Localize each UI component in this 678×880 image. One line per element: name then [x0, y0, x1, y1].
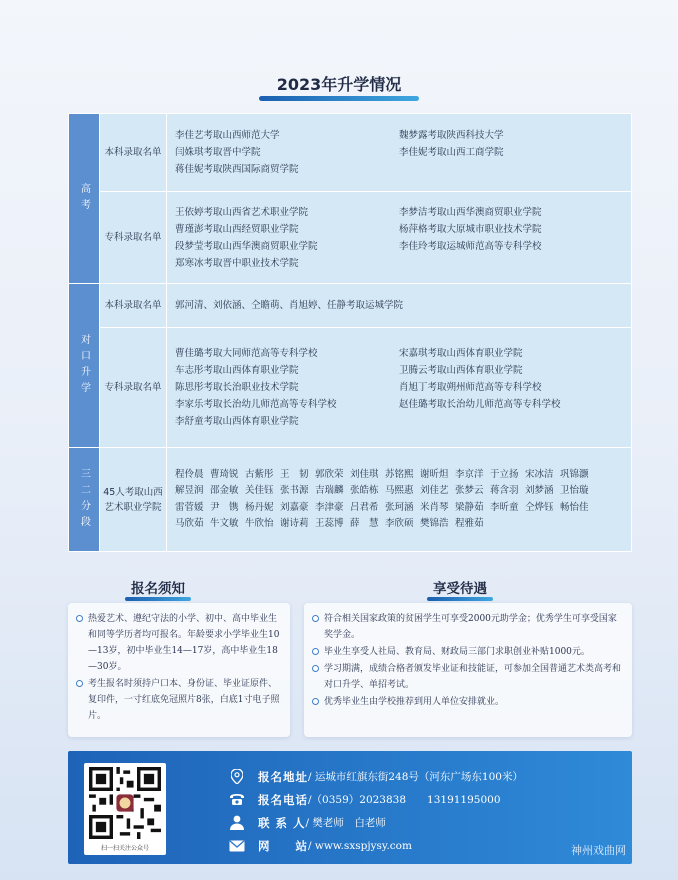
- student-name: 关佳钰: [245, 485, 274, 496]
- student-name: 谢昕炟: [420, 468, 449, 480]
- student-name: 尹 镌: [210, 501, 239, 513]
- bullet-text: 符合相关国家政策的贫困学生可享受2000元助学金；优秀学生可享受国家奖学金。: [324, 614, 617, 640]
- website-row: [228, 834, 523, 857]
- qr-code[interactable]: [84, 763, 166, 855]
- student-name: 马熙惠: [385, 485, 414, 496]
- person-label: 联 系 人: [258, 815, 306, 830]
- student-name: 吕君希: [350, 501, 379, 513]
- phone-label: 报名电话: [258, 792, 308, 807]
- admission-entry: 曹佳璐考取大同师范高等专科学校: [175, 348, 318, 359]
- admission-entry: 蒋佳妮考取陕西国际商贸学院: [175, 164, 299, 175]
- admission-entry: 王依婷考取山西省艺术职业学院: [175, 206, 309, 218]
- student-name: 邵金敏: [210, 485, 239, 496]
- gaokao-benke-label: 本科录取名单: [100, 114, 167, 192]
- admission-entry: 李家乐考取长治幼儿师范高等专科学校: [175, 399, 337, 410]
- student-name: 张皓栋: [350, 485, 379, 496]
- duikou-zhuanke-list: [167, 328, 632, 448]
- admission-entry: 李梦洁考取山西华澳商贸职业学院: [399, 206, 542, 218]
- duikou-benke-text: 郭河清、刘依涵、仝瞻萌、肖旭婷、任静考取运城学院: [175, 300, 404, 311]
- student-name: 牛文敏: [210, 518, 239, 529]
- duikou-benke-label: 本科录取名单: [100, 284, 167, 328]
- benefits-panel: [304, 603, 632, 737]
- student-name: 李昕童: [490, 501, 519, 513]
- admission-entry: 宋嘉琪考取山西体育职业学院: [399, 348, 523, 359]
- student-name: 牛欣怡: [245, 518, 274, 529]
- student-name: 宋冰洁: [525, 468, 554, 480]
- student-name: 张珂涵: [385, 501, 414, 513]
- student-name: 张书源: [280, 485, 309, 496]
- bullet-text: 毕业生享受人社局、教育局、财政局三部门求职创业补贴1000元。: [324, 647, 590, 657]
- address-value: / 运城市红旗东街248号（河东广场东100米）: [308, 771, 523, 783]
- gaokao-benke-list: [167, 114, 632, 192]
- bullet-dot-icon: [76, 615, 83, 622]
- student-name: 解昱润: [175, 485, 204, 496]
- registration-panel: [68, 603, 290, 737]
- bullet-text: 优秀毕业生由学校推荐到用人单位安排就业。: [324, 697, 505, 707]
- admission-entry: 李舒童考取山西体育职业学院: [175, 416, 299, 427]
- admission-entry: 魏梦露考取陕西科技大学: [399, 130, 504, 141]
- gaokao-category: 高考: [69, 114, 100, 284]
- student-name: 畅怡佳: [560, 501, 589, 513]
- admission-entry: 闫姝琪考取晋中学院: [175, 147, 261, 158]
- student-name: 刘佳艺: [420, 485, 449, 496]
- sanerfen-category: 三二分段: [69, 448, 100, 552]
- student-name: 李欣硕: [385, 518, 414, 529]
- benefits-title: 享受待遇: [433, 577, 487, 597]
- sanerfen-label: 45人考取山西艺术职业学院: [100, 448, 167, 552]
- student-name: 蒋含羽: [490, 485, 519, 496]
- student-name: 巩锦灏: [560, 468, 589, 480]
- admission-entry: [399, 255, 623, 272]
- student-name: 程雅茹: [455, 518, 484, 529]
- student-name: 谢诗莉: [280, 518, 309, 529]
- student-name: 雷菅媛: [175, 501, 204, 513]
- student-name: 苏铭熙: [385, 468, 414, 480]
- registration-title: 报名须知: [131, 577, 185, 597]
- admission-entry: 段梦莹考取山西华澳商贸职业学院: [175, 240, 318, 252]
- qr-code-icon: [89, 767, 161, 839]
- mail-icon: [228, 838, 246, 854]
- address-row: [228, 765, 523, 788]
- student-name: 刘梦涵: [525, 485, 554, 496]
- student-name: 杨丹妮: [245, 501, 274, 513]
- duikou-zhuanke-label: 专科录取名单: [100, 328, 167, 448]
- bullet-item: [312, 644, 624, 660]
- contact-info: [228, 765, 523, 857]
- bullet-dot-icon: [312, 615, 319, 622]
- bullet-item: [312, 611, 624, 643]
- admission-entry: 李佳妮考取山西工商学院: [399, 147, 504, 158]
- phone-row: [228, 788, 523, 811]
- admission-entry: 李佳艺考取山西师范大学: [175, 130, 280, 141]
- watermark: 神州戏曲网: [571, 844, 626, 857]
- bullet-dot-icon: [312, 698, 319, 705]
- student-name: 卫怡璇: [560, 485, 589, 496]
- title-block: [0, 70, 678, 101]
- student-name: 李京洋: [455, 468, 484, 480]
- student-name: 张梦云: [455, 485, 484, 496]
- qr-caption: 扫一扫关注公众号: [100, 845, 149, 852]
- student-name: 王蕊博: [315, 518, 344, 529]
- student-name: 吉瑞麟: [315, 485, 344, 496]
- admission-table: [68, 113, 632, 552]
- admission-entry: [399, 413, 623, 430]
- person-row: [228, 811, 523, 834]
- admission-entry: 李佳玲考取运城师范高等专科学校: [399, 240, 542, 252]
- student-name: 程伶晨: [175, 468, 204, 480]
- bullet-dot-icon: [312, 648, 319, 655]
- admission-entry: 卫腾云考取山西体育职业学院: [399, 365, 523, 376]
- website-value[interactable]: / www.sxspjysy.com: [308, 839, 412, 852]
- location-pin-icon: [228, 769, 246, 785]
- bullet-dot-icon: [76, 680, 83, 687]
- contact-footer: [68, 751, 632, 864]
- student-name: 古紫彤: [245, 468, 274, 480]
- student-name: 樊锦浩: [420, 518, 449, 529]
- admission-entry: 郑寒冰考取晋中职业技术学院: [175, 257, 299, 269]
- student-name: 米肖琴: [420, 501, 449, 513]
- student-name: 马欣茹: [175, 518, 204, 529]
- admission-entry: 曹瑾澎考取山西经贸职业学院: [175, 223, 299, 235]
- gaokao-zhuanke-label: 专科录取名单: [100, 192, 167, 284]
- bullet-item: [312, 694, 624, 710]
- phone-value: /（0359）2023838 13191195000: [308, 794, 501, 806]
- person-icon: [228, 815, 246, 831]
- bullet-item: [76, 611, 282, 675]
- admission-entry: 肖旭丁考取朔州师范高等专科学校: [399, 382, 542, 393]
- admission-entry: [399, 161, 623, 178]
- admission-entry: 赵佳璐考取长治幼儿师范高等专科学校: [399, 399, 561, 410]
- address-label: 报名地址: [258, 769, 308, 784]
- student-name: 薛 慧: [350, 518, 379, 529]
- student-name: 刘佳琪: [350, 468, 379, 480]
- phone-icon: [228, 792, 246, 808]
- duikou-category: 对口升学: [69, 284, 100, 448]
- admission-entry: 陈思彤考取长治职业技术学院: [175, 382, 299, 393]
- duikou-benke-list: [167, 284, 632, 328]
- student-name: 于立扬: [490, 468, 519, 480]
- sanerfen-names: [167, 448, 632, 552]
- student-name: 王 韧: [280, 468, 309, 480]
- student-name: 李津豪: [315, 501, 344, 513]
- admission-entry: 杨萍格考取大原城市职业技术学院: [399, 223, 542, 235]
- bullet-item: [76, 676, 282, 724]
- page-title: 2023年升学情况: [259, 70, 420, 101]
- bullet-dot-icon: [312, 665, 319, 672]
- bullet-item: [312, 661, 624, 693]
- bullet-text: 学习期满，成绩合格者颁发毕业证和技能证，可参加全国普通艺术类高考和对口升学、单招考试。: [324, 664, 622, 690]
- admission-entry: 车志彤考取山西体育职业学院: [175, 365, 299, 376]
- student-name: 曹琦锐: [210, 468, 239, 480]
- student-name: 刘嘉豪: [280, 501, 309, 513]
- student-name: 仝烨钰: [525, 501, 554, 513]
- bullet-text: 考生报名时须持户口本、身份证、毕业证原件、复印件，一寸红底免冠照片8张，白底1寸电子照片。: [88, 679, 280, 721]
- website-label: 网 站: [258, 838, 308, 853]
- student-name: 郭欣荣: [315, 468, 344, 480]
- student-name: 梁静茹: [455, 501, 484, 513]
- person-value: / 樊老师 白老师: [305, 817, 386, 829]
- gaokao-zhuanke-list: [167, 192, 632, 284]
- bullet-text: 热爱艺术、遵纪守法的小学、初中、高中毕业生和同等学历者均可报名。年龄要求小学毕业生10—13岁，初中毕业生14—17岁，高中毕业生18—30岁。: [88, 614, 280, 672]
